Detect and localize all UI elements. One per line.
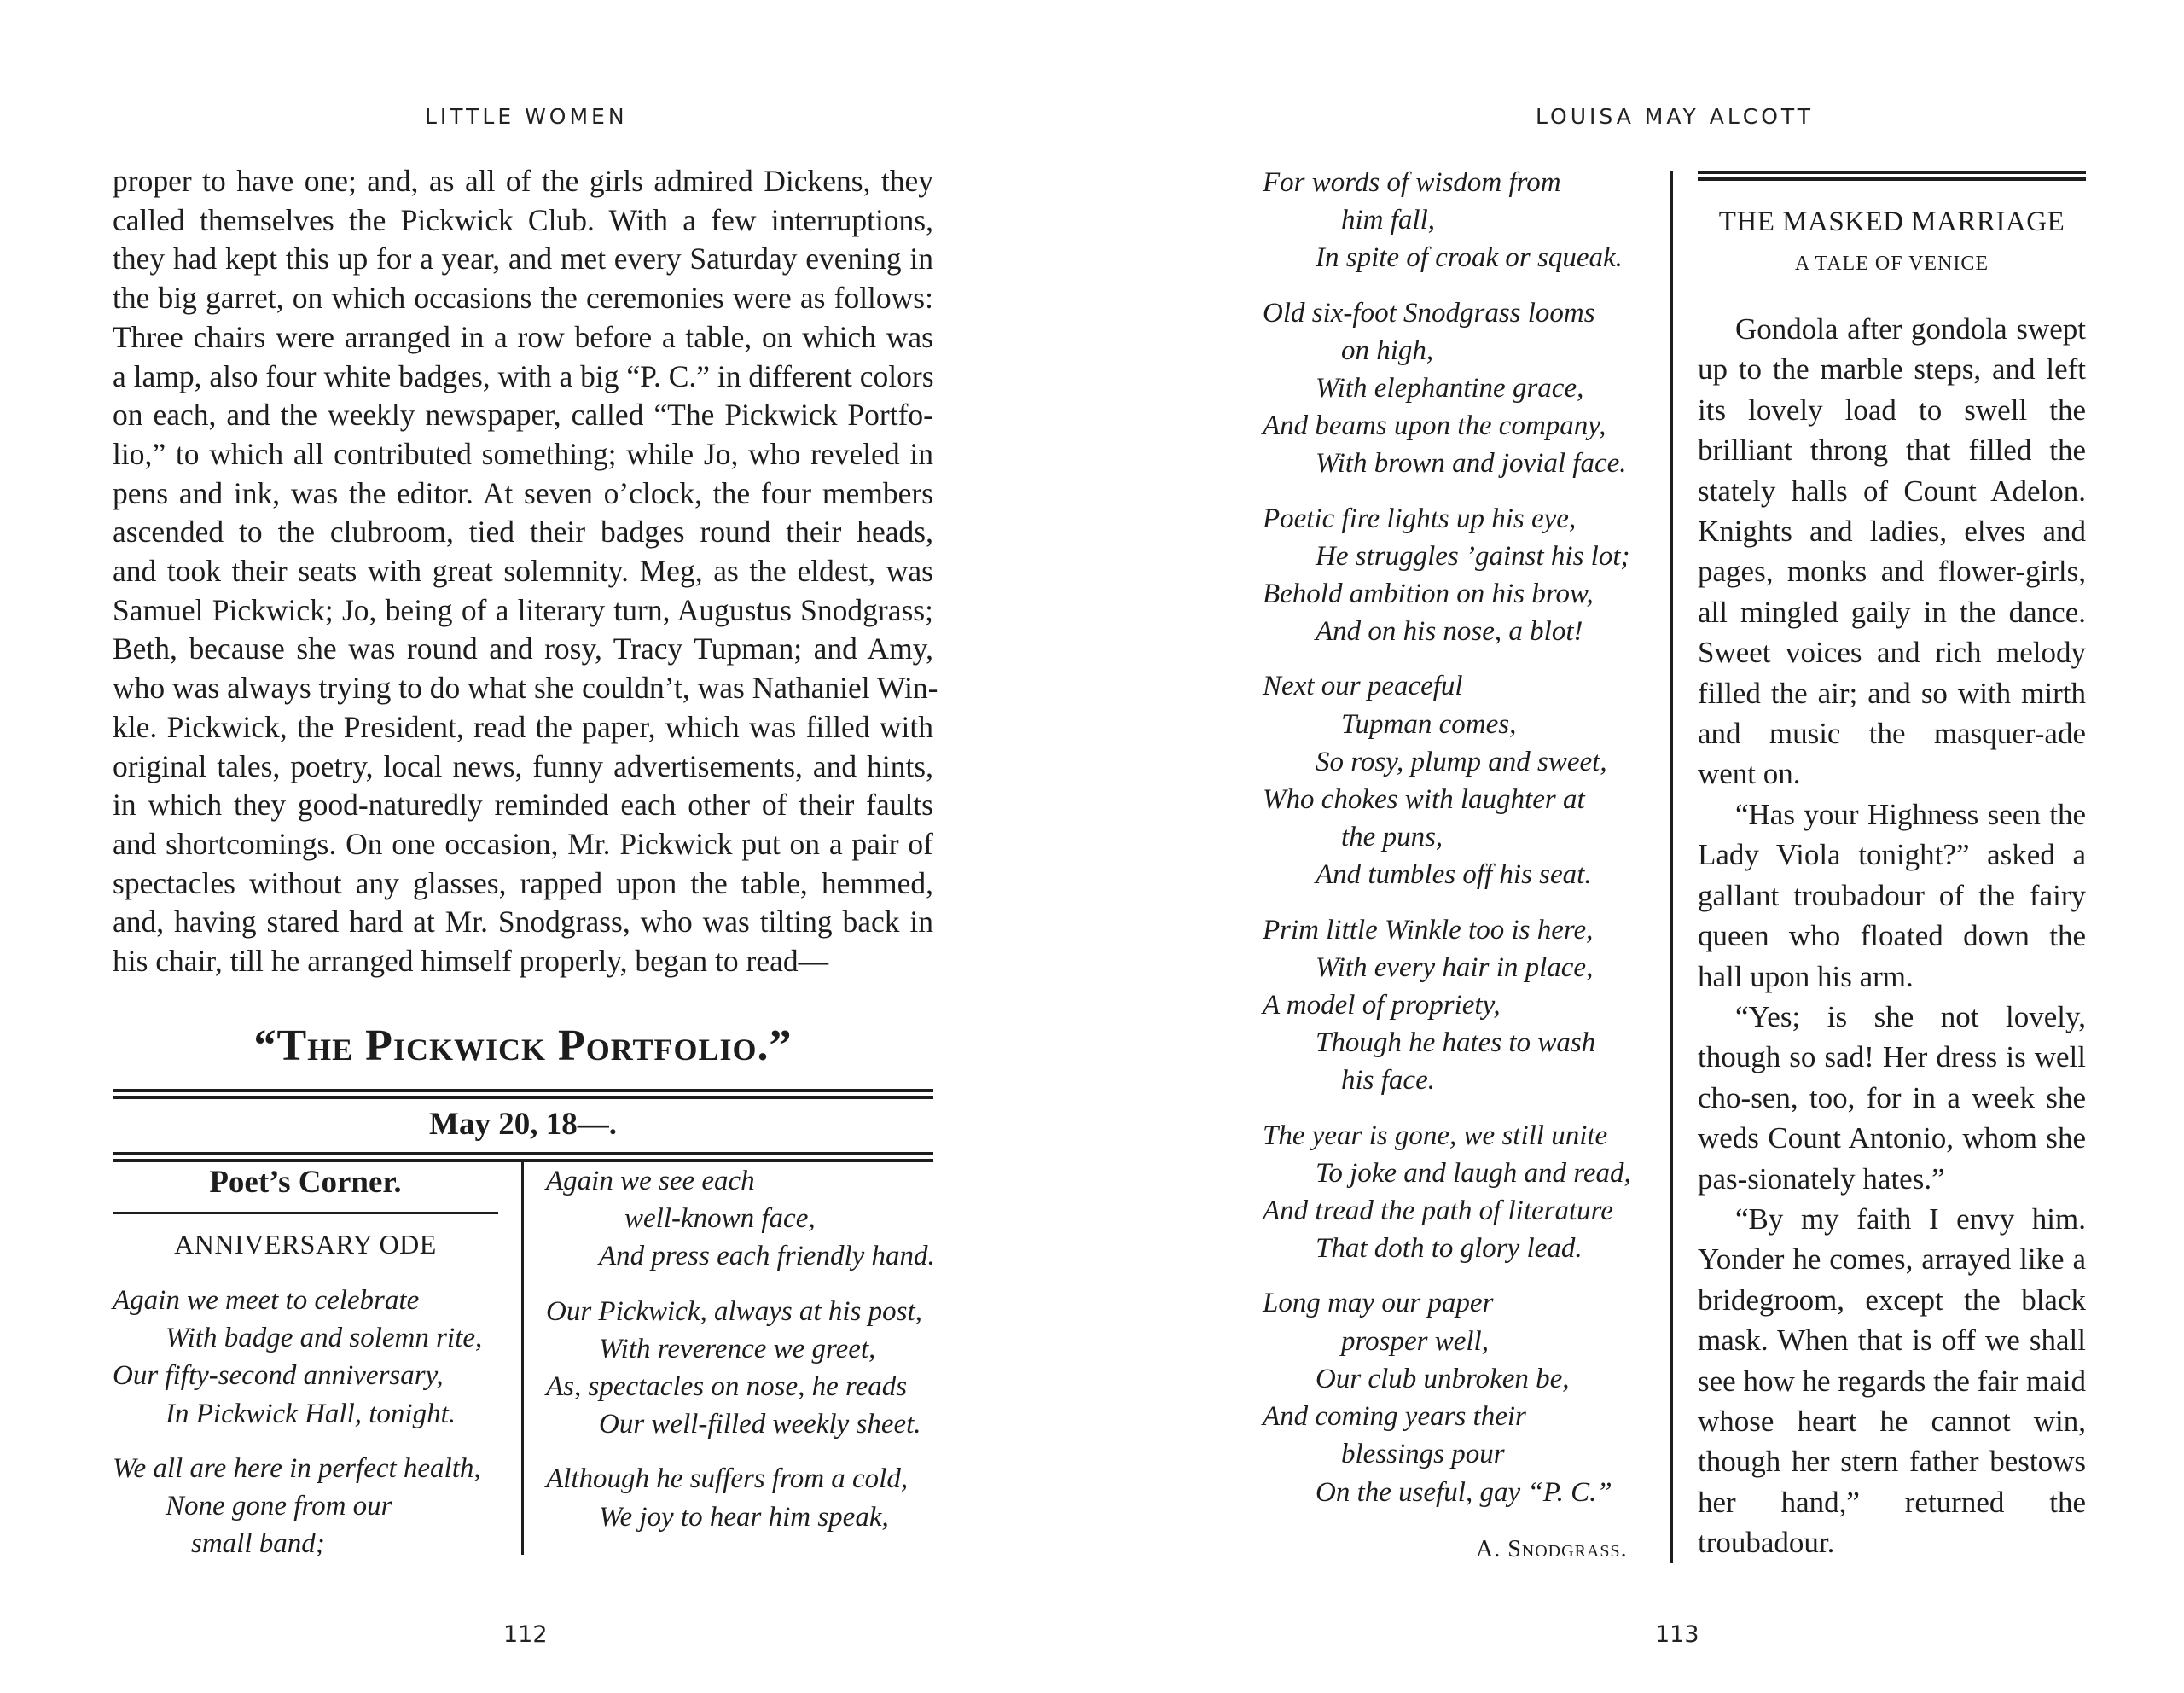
poem-line: In spite of croak or squeak. — [1316, 242, 1623, 274]
double-rule-top — [113, 1089, 933, 1099]
poem-line: With elephantine grace, — [1316, 373, 1584, 404]
prose-line: his chair, till he arranged himself properly, began to read— — [113, 944, 829, 979]
prose-block — [113, 162, 938, 981]
poem-line: Behold ambition on his brow, — [1263, 579, 1594, 610]
poem-line: him fall, — [1341, 205, 1436, 236]
prose-line: the big garret, on which occasions the ceremonies were as follows: — [113, 281, 933, 316]
poem-line: To joke and laugh and read, — [1316, 1157, 1631, 1189]
poem-line: his face. — [1341, 1065, 1435, 1097]
double-rule-bottom — [113, 1152, 933, 1162]
poem-stanza — [1263, 164, 1672, 277]
prose-line: ascended to the clubroom, tied their badges round their heads, — [113, 515, 933, 550]
prose-line: on each, and the weekly newspaper, called “The Pickwick Portfo- — [113, 398, 933, 433]
column-divider-right — [1670, 171, 1673, 1563]
poem-stanza — [546, 1460, 938, 1535]
poem-stanza — [546, 1293, 938, 1444]
prose-line: a lamp, also four white badges, with a big “P. C.” in different colors — [113, 358, 934, 393]
poem-line: Our fifty-second anniversary, — [113, 1360, 444, 1392]
poem-line: With reverence we greet, — [599, 1333, 876, 1364]
poem-line: Next our peaceful — [1263, 671, 1463, 702]
poem-line: the puns, — [1341, 822, 1443, 853]
prose-line: Beth, because she was round and rosy, Tracy Tupman; and Amy, — [113, 631, 933, 666]
poem-line: Although he suffers from a cold, — [546, 1463, 909, 1495]
poem-line: Long may our paper — [1263, 1288, 1494, 1319]
story-paragraph: “Has your Highness seen the Lady Viola tonight?” asked a gallant troubadour of the fairy queen who floated down the hall upon his arm. — [1698, 797, 2086, 993]
prose-line: and, having stared hard at Mr. Snodgrass, who was tilting back in — [113, 905, 933, 940]
poem-line: And on his nose, a blot! — [1316, 616, 1583, 648]
poem-line: Our club unbroken be, — [1316, 1363, 1570, 1394]
newspaper-title: “The Pickwick Portfolio.” — [253, 1021, 793, 1070]
prose-line: proper to have one; and, as all of the girls admired Dickens, they — [113, 164, 933, 198]
story-double-rule — [1698, 171, 2086, 181]
running-head-right: LOUISA MAY ALCOTT — [1536, 104, 1814, 129]
ode-column-2 — [546, 1162, 938, 1553]
prose-line: original tales, poetry, local news, funny advertisements, and hints, — [113, 748, 933, 783]
poem-stanza — [113, 1450, 514, 1563]
poem-line: We all are here in perfect health, — [113, 1452, 481, 1484]
poem-line: Tupman comes, — [1341, 708, 1517, 740]
story-title: THE MASKED MARRIAGE — [1718, 207, 2065, 237]
poem-continuation — [1263, 164, 1672, 1528]
poem-line: And tread the path of literature — [1263, 1196, 1613, 1227]
poem-line: And press each friendly hand. — [599, 1241, 935, 1272]
poem-line: Poetic fire lights up his eye, — [1263, 503, 1577, 534]
poem-line: With badge and solemn rite, — [166, 1323, 483, 1354]
story-subtitle: A TALE OF VENICE — [1794, 253, 1989, 275]
poem-stanza — [113, 1282, 514, 1433]
poem-line: well-known face, — [624, 1203, 816, 1235]
poem-line: Who chokes with laughter at — [1263, 784, 1585, 816]
story-paragraph: “By my faith I envy him. Yonder he comes, arrayed like a bridegroom, except the black mask. When that is off we shall see how he regards the fair maid whose heart he cannot win, though her stern father bestows her hand,” returned the troubadour. — [1698, 1201, 2086, 1560]
poem-line: None gone from our — [166, 1491, 392, 1522]
poem-stanza — [1263, 500, 1672, 651]
story-paragraph: Gondola after gondola swept up to the marble steps, and left its lovely load to swell the brilliant throng that filled the stately halls of Count Adelon. Knights and ladies, elves and pages, monks and flower-girls, all mingled gaily in the dance. Sweet voices and rich melody filled the air; and so with mirth and music the masquer-ade went on. — [1698, 312, 2086, 791]
poem-line: So rosy, plump and sweet, — [1316, 746, 1607, 777]
prose-line: who was always trying to do what she couldn’t, was Nathaniel Win- — [113, 671, 938, 706]
page-number-right: 113 — [1655, 1621, 1699, 1648]
poem-line: Prim little Winkle too is here, — [1263, 914, 1594, 945]
prose-line: Three chairs were arranged in a row before a table, on which was — [113, 319, 933, 354]
poem-line: And coming years their — [1263, 1401, 1526, 1433]
poem-stanza — [1263, 294, 1672, 483]
poem-stanza — [1263, 1284, 1672, 1510]
poem-line: prosper well, — [1341, 1325, 1489, 1357]
poem-line: With every hair in place, — [1316, 951, 1594, 983]
poem-line: For words of wisdom from — [1263, 167, 1561, 198]
poem-line: Though he hates to wash — [1316, 1027, 1596, 1059]
poem-line: Again we meet to celebrate — [113, 1285, 420, 1316]
prose-line: called themselves the Pickwick Club. With a few interruptions, — [113, 202, 933, 237]
prose-line: and shortcomings. On one occasion, Mr. Pickwick put on a pair of — [113, 826, 933, 861]
poem-line: With brown and jovial face. — [1316, 448, 1627, 480]
poem-line: Our Pickwick, always at his post, — [546, 1295, 922, 1327]
poets-corner-heading: Poet’s Corner. — [209, 1165, 402, 1200]
poem-line: We joy to hear him speak, — [599, 1501, 889, 1533]
poem-line: And tumbles off his seat. — [1316, 859, 1592, 891]
ode-title: ANNIVERSARY ODE — [174, 1229, 437, 1260]
story-text — [1698, 309, 2086, 1563]
ode-column-1 — [113, 1282, 514, 1580]
poem-stanza — [1263, 1117, 1672, 1268]
prose-line: lio,” to which all contributed something; while Jo, who reveled in — [113, 436, 933, 471]
poem-line: The year is gone, we still unite — [1263, 1120, 1608, 1151]
prose-line: and took their seats with great solemnity. Meg, as the eldest, was — [113, 554, 933, 589]
poem-line: blessings pour — [1341, 1439, 1505, 1470]
column-divider-left — [521, 1162, 524, 1555]
poem-line: Again we see each — [546, 1166, 755, 1196]
poem-line: That doth to glory lead. — [1316, 1233, 1583, 1265]
poem-line: In Pickwick Hall, tonight. — [166, 1398, 456, 1429]
prose-line: in which they good-naturedly reminded each other of their faults — [113, 788, 933, 823]
prose-line: spectacles without any glasses, rapped upon the table, hemmed, — [113, 865, 933, 900]
poem-line: He struggles ’gainst his lot; — [1316, 540, 1630, 572]
prose-line: Samuel Pickwick; Jo, being of a literary turn, Augustus Snodgrass; — [113, 592, 933, 627]
poem-stanza — [546, 1162, 938, 1276]
story-paragraph: “Yes; is she not lovely, though so sad! Her dress is well cho-sen, too, for in a week she weds Count Antonio, whom she pas-sionately hates.” — [1698, 999, 2086, 1196]
poem-line: on high, — [1341, 335, 1434, 366]
poem-line: As, spectacles on nose, he reads — [546, 1371, 908, 1403]
poem-line: Old six-foot Snodgrass looms — [1263, 297, 1595, 329]
prose-line: they had kept this up for a year, and met every Saturday evening in — [113, 241, 933, 276]
page-number-left: 112 — [503, 1621, 548, 1648]
poem-line: And beams upon the company, — [1263, 410, 1606, 442]
poem-stanza — [1263, 667, 1672, 893]
prose-line: kle. Pickwick, the President, read the paper, which was filled with — [113, 709, 933, 744]
running-head-left: LITTLE WOMEN — [425, 104, 628, 129]
poem-line: On the useful, gay “P. C.” — [1316, 1476, 1612, 1508]
poem-line: Our well-filled weekly sheet. — [599, 1409, 921, 1440]
prose-line: pens and ink, was the editor. At seven o’clock, the four members — [113, 475, 933, 510]
poets-corner-rule — [113, 1212, 498, 1214]
poem-stanza — [1263, 911, 1672, 1100]
poem-line: small band; — [191, 1528, 325, 1560]
newspaper-date: May 20, 18—. — [429, 1107, 617, 1142]
signature: A. Snodgrass. — [1476, 1536, 1628, 1562]
poem-line: A model of propriety, — [1263, 990, 1501, 1021]
